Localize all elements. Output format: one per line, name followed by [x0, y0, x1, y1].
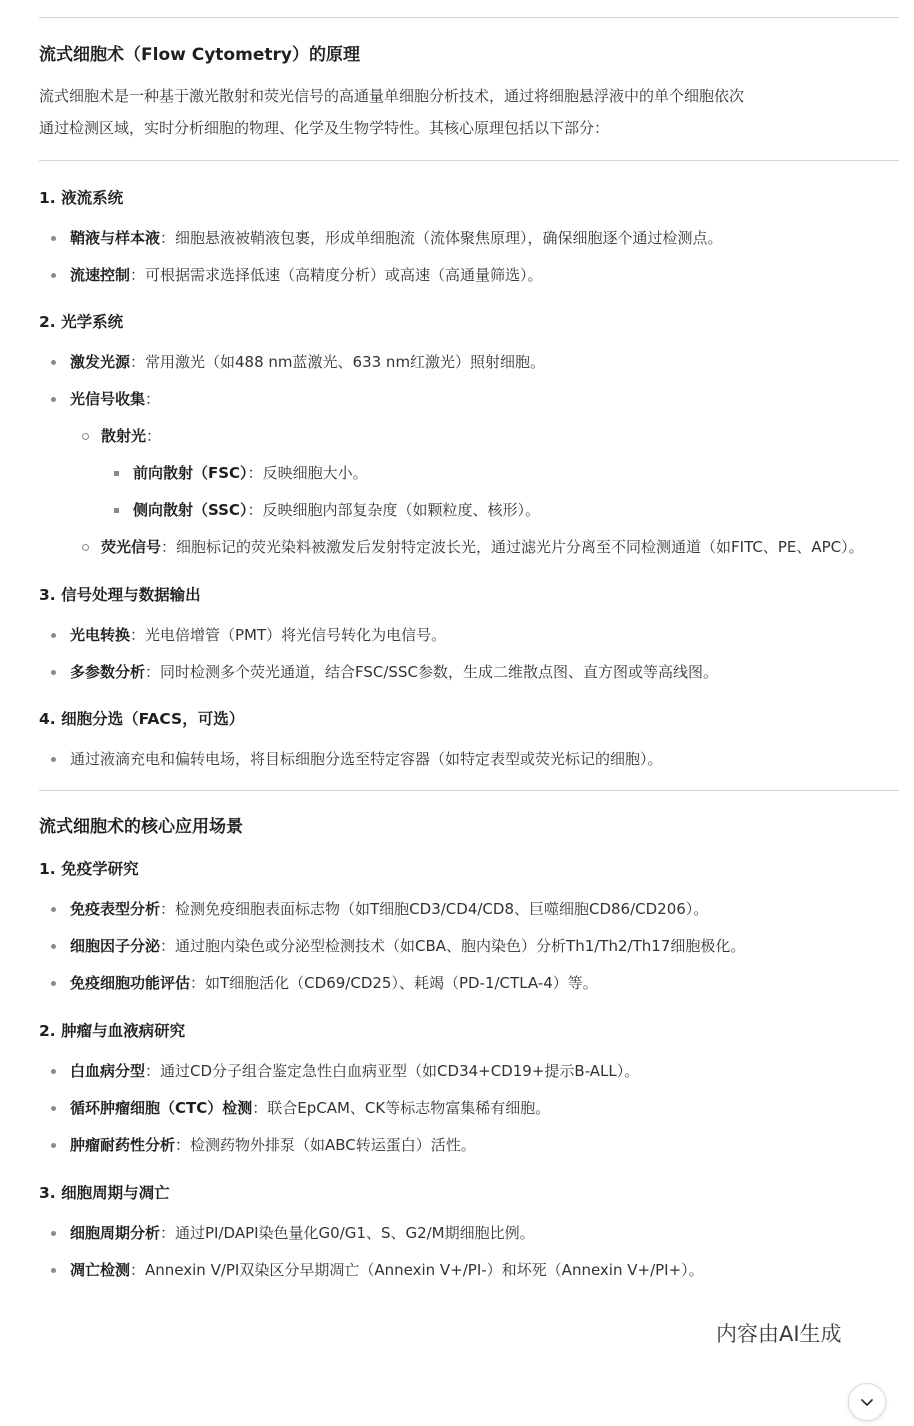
item-term: 光信号收集 [70, 390, 146, 408]
bullet-icon [51, 944, 56, 949]
bullet-icon [51, 1268, 56, 1273]
divider [39, 160, 899, 161]
list-item [39, 383, 899, 415]
list-item [39, 1092, 899, 1124]
chevron-down-icon [859, 1394, 875, 1410]
item-term: 多参数分析 [70, 663, 146, 681]
item-desc: ：光电倍增管（PMT）将光信号转化为电信号。 [130, 626, 447, 644]
list-item [39, 893, 899, 925]
divider [39, 790, 899, 791]
item-term: 流速控制 [70, 266, 131, 284]
list-item [39, 259, 899, 291]
square-bullet-icon [114, 471, 119, 476]
bullet-icon [51, 981, 56, 986]
list-item [39, 967, 899, 999]
circle-bullet-icon [82, 544, 89, 551]
item-desc: ： [145, 390, 161, 408]
list-item [39, 930, 899, 962]
list [39, 743, 899, 775]
item-desc: 通过液滴充电和偏转电场，将目标细胞分选至特定容器（如特定表型或荧光标记的细胞）。 [70, 750, 663, 768]
item-desc: ：Annexin V/PI双染区分早期凋亡（Annexin V+/PI-）和坏死（Annexin V+/PI+）。 [130, 1261, 704, 1279]
item-desc: ：检测药物外排泵（如ABC转运蛋白）活性。 [175, 1136, 476, 1154]
list-item [39, 494, 899, 526]
list-item [39, 457, 899, 489]
list-item [39, 346, 899, 378]
item-desc: ：检测免疫细胞表面标志物（如T细胞CD3/CD4/CD8、巨噬细胞CD86/CD206）。 [160, 900, 709, 918]
list-item [39, 1055, 899, 1087]
item-desc: ：细胞标记的荧光染料被激发后发射特定波长光，通过滤光片分离至不同检测通道（如FITC、PE、APC）。 [161, 538, 864, 556]
item-desc: ：通过CD分子组合鉴定急性白血病亚型（如CD34+CD19+提示B-ALL）。 [145, 1062, 640, 1080]
item-term: 侧向散射（SSC） [133, 501, 248, 519]
intro-line: 通过检测区域，实时分析细胞的物理、化学及生物学特性。其核心原理包括以下部分： [39, 119, 610, 137]
section-heading-immunology: 1. 免疫学研究 [39, 860, 139, 878]
square-bullet-icon [114, 508, 119, 513]
list [39, 1055, 899, 1161]
list-item [39, 1254, 899, 1286]
item-desc: ：细胞悬液被鞘液包裹，形成单细胞流（流体聚焦原理），确保细胞逐个通过检测点。 [160, 229, 723, 247]
item-desc: ：联合EpCAM、CK等标志物富集稀有细胞。 [252, 1099, 551, 1117]
list-item [39, 222, 899, 254]
bullet-icon [51, 397, 56, 402]
page-title: 流式细胞术（Flow Cytometry）的原理 [39, 45, 360, 65]
bullet-icon [51, 907, 56, 912]
section-heading-cell-cycle: 3. 细胞周期与凋亡 [39, 1184, 170, 1202]
item-term: 肿瘤耐药性分析 [70, 1136, 176, 1154]
section-heading-optics: 2. 光学系统 [39, 313, 124, 331]
list-item [39, 531, 871, 563]
bullet-icon [51, 757, 56, 762]
item-desc: ：同时检测多个荧光通道，结合FSC/SSC参数，生成二维散点图、直方图或等高线图。 [145, 663, 718, 681]
bullet-icon [51, 1106, 56, 1111]
item-term: 凋亡检测 [70, 1261, 131, 1279]
divider [39, 17, 899, 18]
item-term: 鞘液与样本液 [70, 229, 161, 247]
item-desc: ：反映细胞内部复杂度（如颗粒度、核形）。 [247, 501, 540, 519]
document-body [39, 0, 899, 1286]
item-term: 散射光 [101, 427, 147, 445]
intro-line: 流式细胞术是一种基于激光散射和荧光信号的高通量单细胞分析技术，通过将细胞悬浮液中的单个细胞依次 [39, 87, 745, 105]
item-desc: ：常用激光（如488 nm蓝激光、633 nm红激光）照射细胞。 [130, 353, 546, 371]
bullet-icon [51, 1231, 56, 1236]
item-term: 循环肿瘤细胞（CTC）检测 [70, 1099, 253, 1117]
scroll-down-button[interactable] [848, 1383, 886, 1421]
applications-title: 流式细胞术的核心应用场景 [39, 817, 243, 837]
item-term: 前向散射（FSC） [133, 464, 248, 482]
item-term: 免疫细胞功能评估 [70, 974, 191, 992]
list [39, 893, 899, 999]
bullet-icon [51, 1143, 56, 1148]
list [39, 1217, 899, 1286]
item-term: 免疫表型分析 [70, 900, 161, 918]
section-heading-fluidics: 1. 液流系统 [39, 189, 124, 207]
section-heading-oncology: 2. 肿瘤与血液病研究 [39, 1022, 186, 1040]
item-term: 激发光源 [70, 353, 131, 371]
list [39, 346, 899, 563]
item-desc: ：通过胞内染色或分泌型检测技术（如CBA、胞内染色）分析Th1/Th2/Th17细胞极化。 [160, 937, 746, 955]
item-term: 光电转换 [70, 626, 131, 644]
bullet-icon [51, 1069, 56, 1074]
item-desc: ： [146, 427, 162, 445]
list-item [39, 619, 899, 651]
list-item [39, 420, 899, 452]
list [39, 619, 899, 688]
item-term: 细胞周期分析 [70, 1224, 161, 1242]
section-heading-signal-processing: 3. 信号处理与数据输出 [39, 586, 201, 604]
item-desc: ：反映细胞大小。 [247, 464, 368, 482]
item-term: 细胞因子分泌 [70, 937, 161, 955]
item-term: 白血病分型 [70, 1062, 146, 1080]
bullet-icon [51, 633, 56, 638]
bullet-icon [51, 670, 56, 675]
bullet-icon [51, 236, 56, 241]
bullet-icon [51, 273, 56, 278]
list-item [39, 1129, 899, 1161]
item-desc: ：如T细胞活化（CD69/CD25）、耗竭（PD-1/CTLA-4）等。 [190, 974, 598, 992]
circle-bullet-icon [82, 433, 89, 440]
list-item [39, 656, 899, 688]
list [39, 222, 899, 291]
item-desc: ：通过PI/DAPI染色量化G0/G1、S、G2/M期细胞比例。 [160, 1224, 535, 1242]
list-item [39, 1217, 899, 1249]
ai-generated-watermark: 内容由AI生成 [716, 1322, 842, 1346]
bullet-icon [51, 360, 56, 365]
item-desc: ：可根据需求选择低速（高精度分析）或高速（高通量筛选）。 [130, 266, 543, 284]
section-heading-facs: 4. 细胞分选（FACS，可选） [39, 710, 245, 728]
item-term: 荧光信号 [101, 538, 162, 556]
list-item [39, 743, 899, 775]
intro-paragraph [39, 80, 899, 144]
